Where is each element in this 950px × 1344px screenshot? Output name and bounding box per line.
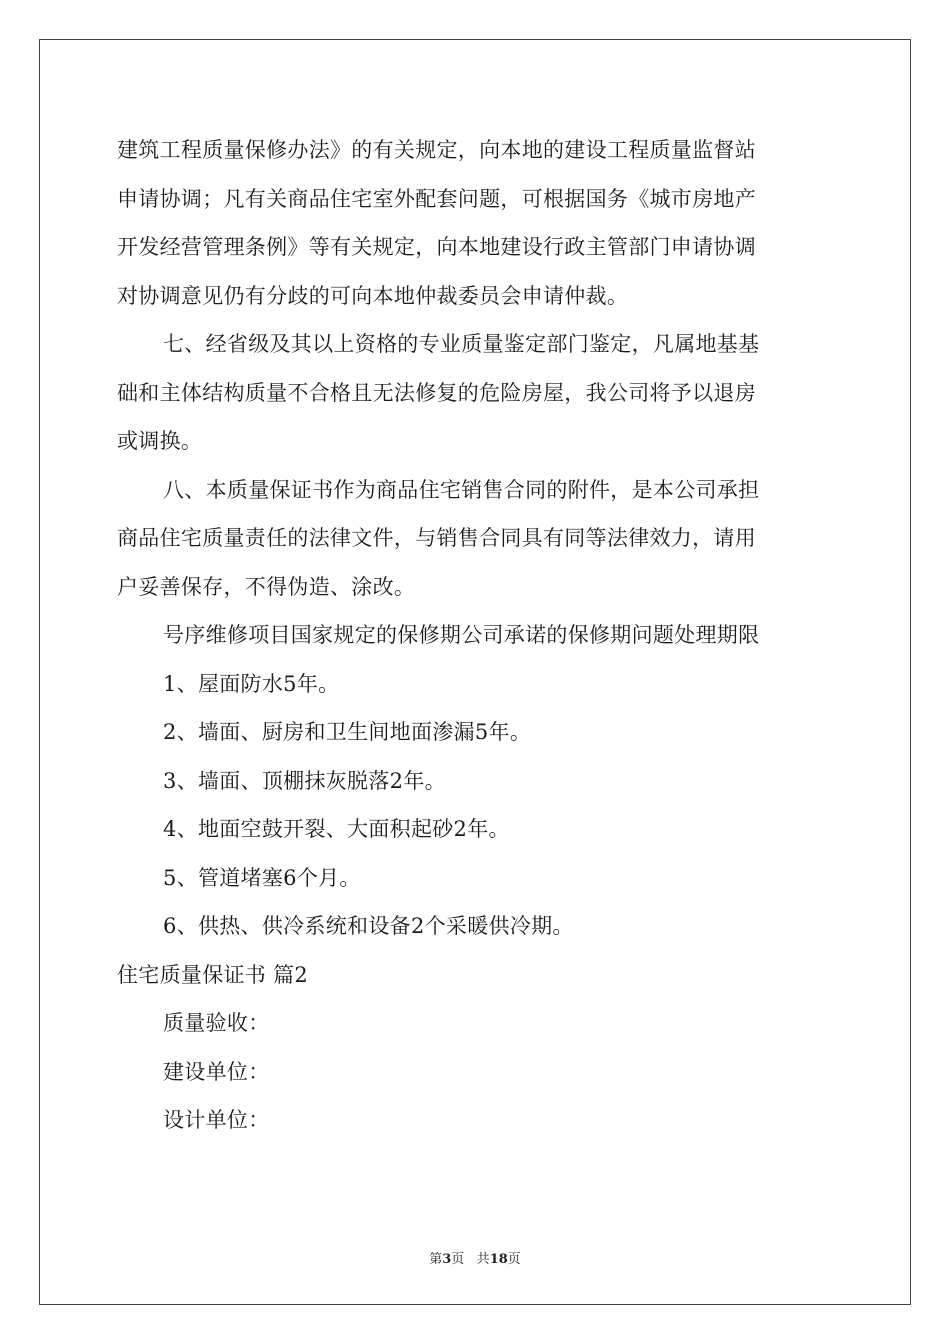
page-footer — [0, 1248, 950, 1267]
document-body — [117, 126, 837, 1145]
text-line: 号序维修项目国家规定的保修期公司承诺的保修期问题处理期限 — [163, 623, 760, 647]
text-line: 户妥善保存，不得伪造、涂改。 — [117, 574, 416, 599]
footer-page-suffix: 页 — [451, 1252, 465, 1267]
text-line: 开发经营管理条例》等有关规定，向本地建设行政主管部门申请协调 — [117, 235, 756, 259]
text-line: 或调换。 — [117, 429, 203, 453]
text-line: 建筑工程质量保修办法》的有关规定，向本地的建设工程质量监督站 — [117, 138, 756, 162]
footer-page-number: 3 — [442, 1252, 452, 1267]
text-line: 对协调意见仍有分歧的可向本地仲裁委员会申请仲裁。 — [117, 283, 629, 308]
footer-total-pages: 18 — [489, 1252, 508, 1267]
text-line: 础和主体结构质量不合格且无法修复的危险房屋，我公司将予以退房 — [117, 380, 756, 405]
footer-total-prefix: 共 — [476, 1252, 490, 1267]
text-line: 建设单位： — [163, 1059, 270, 1084]
text-line: 住宅质量保证书 篇2 — [117, 962, 309, 987]
text-line: 3、墙面、顶棚抹灰脱落2年。 — [163, 768, 446, 793]
text-line: 商品住宅质量责任的法律文件，与销售合同具有同等法律效力，请用 — [117, 526, 756, 550]
text-line: 2、墙面、厨房和卫生间地面渗漏5年。 — [163, 720, 532, 744]
text-line: 4、地面空鼓开裂、大面积起砂2年。 — [163, 817, 510, 841]
text-line: 设计单位： — [163, 1108, 270, 1132]
text-line: 七、经省级及其以上资格的专业质量鉴定部门鉴定，凡属地基基 — [163, 332, 760, 356]
text-line: 八、本质量保证书作为商品住宅销售合同的附件，是本公司承担 — [163, 477, 760, 502]
text-line: 5、管道堵塞6个月。 — [163, 865, 361, 890]
footer-page-prefix: 第 — [429, 1252, 443, 1267]
text-line: 申请协调；凡有关商品住宅室外配套问题，可根据国务《城市房地产 — [117, 186, 756, 211]
text-line: 6、供热、供冷系统和设备2个采暖供冷期。 — [163, 914, 574, 938]
footer-total-suffix: 页 — [507, 1252, 521, 1267]
text-line: 质量验收： — [163, 1011, 270, 1035]
text-line: 1、屋面防水5年。 — [163, 671, 340, 696]
